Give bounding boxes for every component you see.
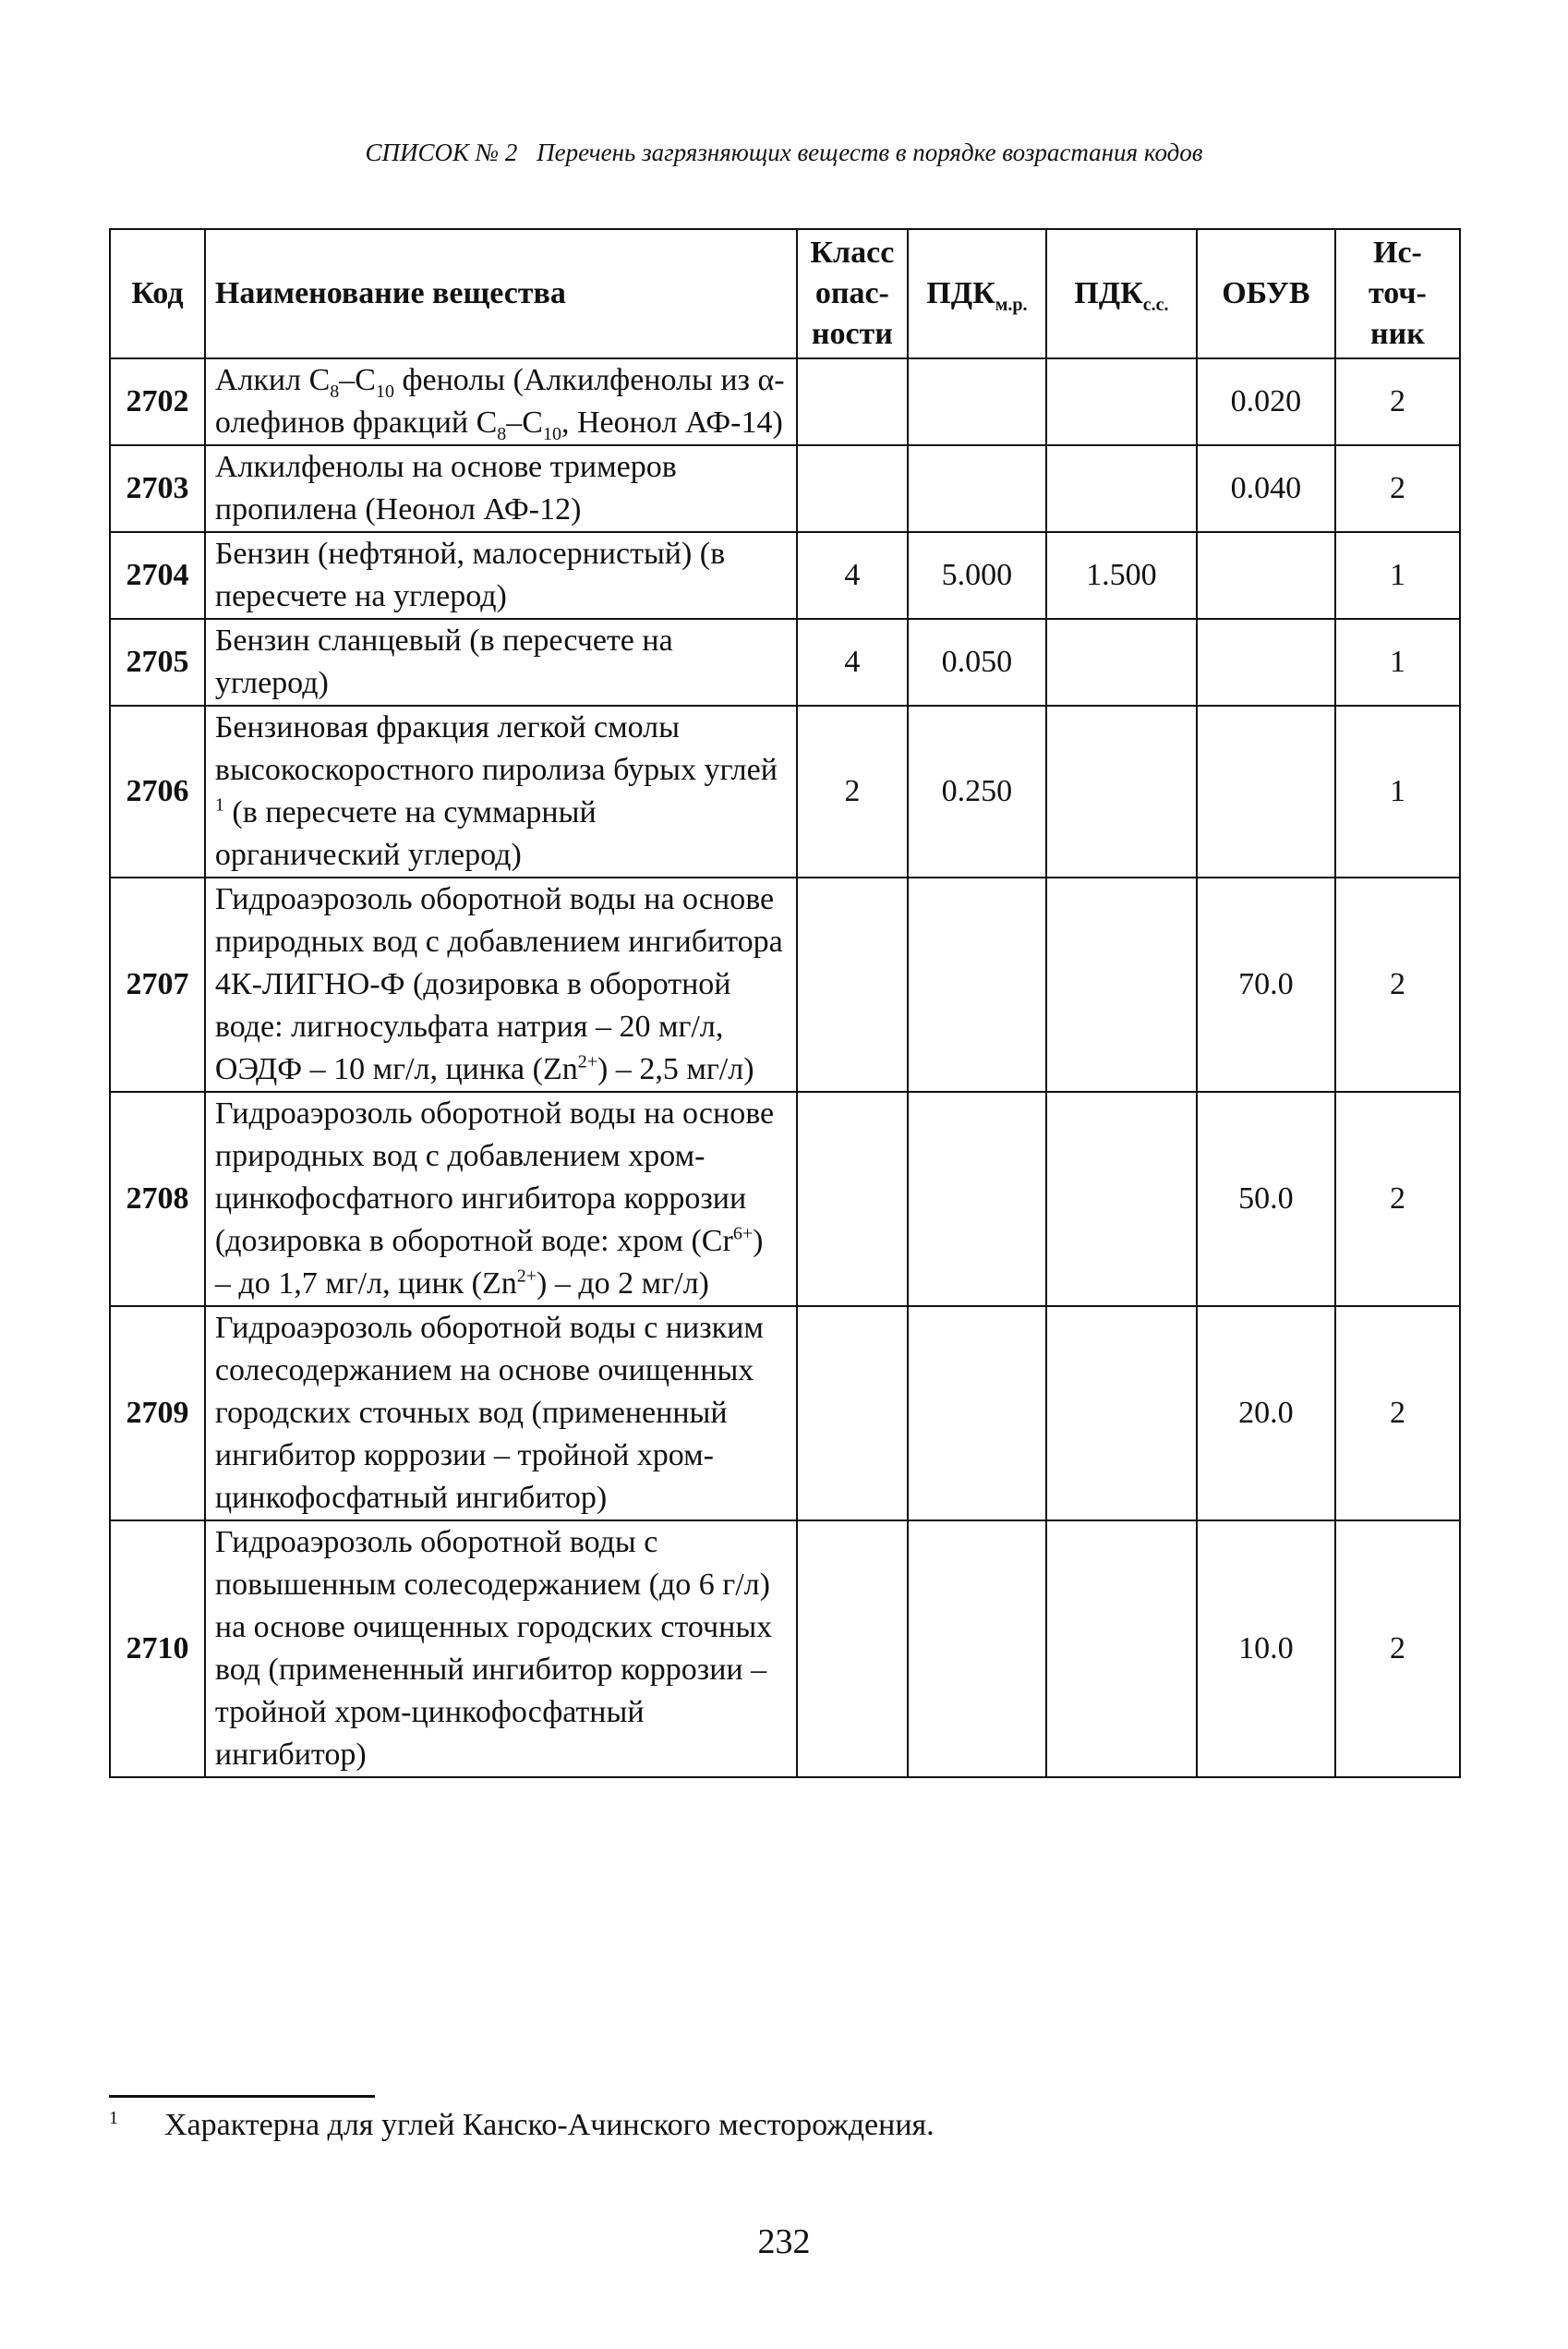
cell-pdk-ss [1046, 1092, 1197, 1306]
col-header-name: Наименование вещества [205, 229, 797, 358]
name-text: (в пересчете на суммарный органический углерод) [214, 795, 597, 872]
cell-name [205, 706, 797, 878]
cell-hazard-class [797, 878, 908, 1092]
table-row [110, 1520, 1460, 1777]
cell-pdk-mr: 5.000 [908, 532, 1046, 619]
pdk-ss-label: ПДК [1074, 276, 1143, 310]
cell-hazard-class [797, 1092, 908, 1306]
name-text: фенолы (Алкилфенолы из α-олефинов фракций C [214, 363, 785, 440]
cell-pdk-mr: 0.250 [908, 706, 1046, 878]
cell-name: Алкилфенолы на основе тримеров пропилена (Неонол АФ-12) [205, 445, 797, 532]
footnote-mark: 1 [109, 2108, 118, 2128]
name-text: Бензиновая фракция легкой смолы высокоскоростного пиролиза бурых углей [214, 710, 778, 787]
cell-name: Гидроаэрозоль оборотной воды с низким солесодержанием на основе очищенных городских сточных вод (примененный ингибитор коррозии – тройной хром-цинкофосфатный ингибитор) [205, 1306, 797, 1520]
cell-source: 2 [1335, 358, 1460, 445]
table-row [110, 619, 1460, 706]
cell-pdk-mr [908, 878, 1046, 1092]
col-header-pdk-ss [1046, 229, 1197, 358]
cell-pdk-ss [1046, 878, 1197, 1092]
cell-code: 2706 [110, 706, 205, 878]
cell-hazard-class: 4 [797, 532, 908, 619]
name-text: Гидроаэрозоль оборотной воды на основе природных вод с добавлением хром-цинкофосфатного ингибитора коррозии (дозировка в оборотной воде: хром (Cr [214, 1096, 775, 1258]
cell-source: 1 [1335, 532, 1460, 619]
cell-obuv: 70.0 [1197, 878, 1335, 1092]
cell-name: Бензин сланцевый (в пересчете на углерод) [205, 619, 797, 706]
table-row [110, 706, 1460, 878]
col-header-obuv: ОБУВ [1197, 229, 1335, 358]
name-text: ) – 2,5 мг/л) [597, 1052, 754, 1086]
cell-pdk-mr [908, 1520, 1046, 1777]
table-row [110, 1092, 1460, 1306]
footnote [109, 2108, 1457, 2143]
cell-source: 2 [1335, 1092, 1460, 1306]
cell-code: 2709 [110, 1306, 205, 1520]
name-text: Алкил C [214, 363, 331, 397]
pdk-mr-label: ПДК [926, 276, 995, 310]
cell-obuv: 10.0 [1197, 1520, 1335, 1777]
name-subscript: 8 [330, 381, 340, 402]
table-row [110, 358, 1460, 445]
cell-source: 1 [1335, 619, 1460, 706]
name-text: Гидроаэрозоль оборотной воды на основе природных вод с добавлением ингибитора 4К-ЛИГНО-Ф (дозировка в оборотной воде: лигносульфата натрия – 20 мг/л, ОЭДФ – 10 мг/л, цинка (Zn [214, 882, 783, 1086]
cell-code: 2708 [110, 1092, 205, 1306]
cell-code: 2705 [110, 619, 205, 706]
cell-pdk-mr [908, 445, 1046, 532]
cell-source: 2 [1335, 878, 1460, 1092]
page-header [0, 139, 1568, 167]
col-header-pdk-mr [908, 229, 1046, 358]
cell-pdk-ss [1046, 1520, 1197, 1777]
name-superscript: 2+ [516, 1265, 537, 1287]
cell-obuv: 20.0 [1197, 1306, 1335, 1520]
cell-hazard-class [797, 1306, 908, 1520]
cell-hazard-class: 2 [797, 706, 908, 878]
cell-pdk-mr [908, 358, 1046, 445]
col-header-code: Код [110, 229, 205, 358]
name-superscript: 1 [214, 794, 224, 816]
name-superscript: 6+ [732, 1223, 754, 1244]
col-header-source: Ис-точ-ник [1335, 229, 1460, 358]
name-superscript: 2+ [577, 1051, 598, 1072]
table-row [110, 878, 1460, 1092]
page-number: 232 [757, 2222, 811, 2261]
name-text: , Неонол АФ-14) [561, 406, 783, 440]
cell-pdk-ss: 1.500 [1046, 532, 1197, 619]
cell-code: 2710 [110, 1520, 205, 1777]
list-title: Перечень загрязняющих веществ в порядке возрастания кодов [537, 139, 1203, 166]
table-header-row [110, 229, 1460, 358]
cell-name: Бензин (нефтяной, малосернистый) (в пересчете на углерод) [205, 532, 797, 619]
cell-pdk-ss [1046, 358, 1197, 445]
cell-pdk-ss [1046, 619, 1197, 706]
list-number: СПИСОК № 2 [365, 139, 518, 166]
col-header-hazard-class: Класс опас-ности [797, 229, 908, 358]
footnote-text: Характерна для углей Канско-Ачинского месторождения. [164, 2108, 935, 2142]
name-text: ) – до 1,7 мг/л, цинк (Zn [214, 1224, 764, 1301]
substances-table [109, 228, 1461, 1778]
cell-obuv: 0.020 [1197, 358, 1335, 445]
table-body [110, 358, 1460, 1777]
cell-obuv [1197, 619, 1335, 706]
cell-obuv [1197, 706, 1335, 878]
cell-name: Гидроаэрозоль оборотной воды с повышенным солесодержанием (до 6 г/л) на основе очищенных городских сточных вод (примененный ингибитор коррозии – тройной хром-цинкофосфатный ингибитор) [205, 1520, 797, 1777]
cell-source: 2 [1335, 1306, 1460, 1520]
name-text: ) – до 2 мг/л) [537, 1266, 709, 1301]
cell-obuv [1197, 532, 1335, 619]
table-row [110, 532, 1460, 619]
cell-code: 2707 [110, 878, 205, 1092]
cell-obuv: 0.040 [1197, 445, 1335, 532]
cell-code: 2703 [110, 445, 205, 532]
cell-obuv: 50.0 [1197, 1092, 1335, 1306]
cell-pdk-mr [908, 1306, 1046, 1520]
name-subscript: 10 [375, 381, 394, 402]
cell-name [205, 878, 797, 1092]
cell-source: 1 [1335, 706, 1460, 878]
name-text: –C [506, 406, 543, 440]
cell-hazard-class [797, 358, 908, 445]
name-text: –C [339, 363, 376, 397]
cell-name [205, 1092, 797, 1306]
cell-hazard-class [797, 445, 908, 532]
cell-hazard-class [797, 1520, 908, 1777]
cell-name [205, 358, 797, 445]
pdk-ss-sub: с.с. [1142, 294, 1169, 315]
cell-pdk-mr [908, 1092, 1046, 1306]
cell-code: 2704 [110, 532, 205, 619]
cell-code: 2702 [110, 358, 205, 445]
table-row [110, 1306, 1460, 1520]
name-subscript: 8 [497, 423, 507, 444]
footnote-divider [109, 2095, 375, 2098]
cell-source: 2 [1335, 445, 1460, 532]
cell-pdk-ss [1046, 706, 1197, 878]
cell-source: 2 [1335, 1520, 1460, 1777]
cell-pdk-ss [1046, 445, 1197, 532]
pdk-mr-sub: м.р. [995, 294, 1028, 315]
table-row [110, 445, 1460, 532]
cell-pdk-mr: 0.050 [908, 619, 1046, 706]
name-subscript: 10 [542, 423, 561, 444]
cell-pdk-ss [1046, 1306, 1197, 1520]
cell-hazard-class: 4 [797, 619, 908, 706]
